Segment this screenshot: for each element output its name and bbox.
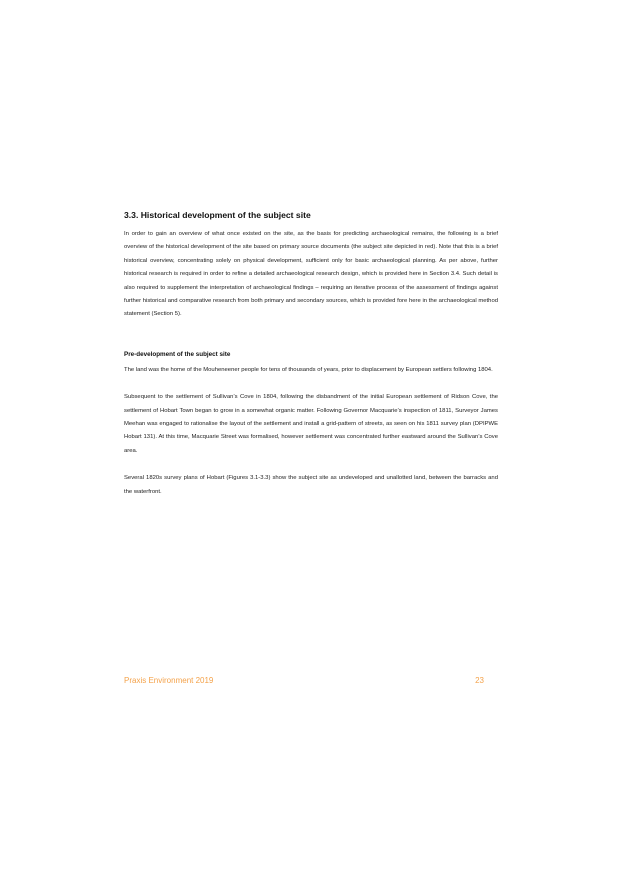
section-heading: 3.3. Historical development of the subject site: [124, 210, 311, 220]
page-content: [124, 208, 498, 513]
paragraph-survey-plans: Several 1820s survey plans of Hobart (Figures 3.1-3.3) show the subject site as undeveloped and unallotted land, between the barracks and the waterfront.: [124, 475, 498, 495]
page-number: 23: [475, 676, 484, 685]
intro-paragraph: In order to gain an overview of what once existed on the site, as the basis for predicting archaeological remains, the following is a brief overview of the historical development of the site based on primary source documents (the subject site depicted in red). Note that this is a brief historical overview, concentrating solely on physical development, sufficient only for basic archaeological planning. As per above, further historical research is required in order to refine a detailed archaeological research design, which is provided here in Section 3.4. Such detail is also required to supplement the interpretation of archaeological findings – requiring an iterative process of the assessment of findings against further historical and comparative research from both primary and secondary sources, which is provided fore here in the archaeological method statement (Section 5).: [124, 231, 498, 318]
paragraph-mouheneener: The land was the home of the Mouheneener people for tens of thousands of years, prior to displacement by European settlers following 1804.: [124, 366, 493, 373]
footer-organisation: Praxis Environment 2019: [124, 676, 214, 685]
paragraph-settlement: Subsequent to the settlement of Sullivan’s Cove in 1804, following the disbandment of the initial European settlement of Ridson Cove, the settlement of Hobart Town began to grow in a somewhat organic matter. Following Governor Macquarie’s inspection of 1811, Surveyor James Meehan was engaged to rationalise the layout of the settlement and install a grid-pattern of streets, as seen on his 1811 survey plan (DPIPWE Hobart 131). At this time, Macquarie Street was formalised, however settlement was concentrated further eastward around the Sullivan’s Cove area.: [124, 394, 498, 454]
subsection-heading: Pre-development of the subject site: [124, 350, 231, 358]
